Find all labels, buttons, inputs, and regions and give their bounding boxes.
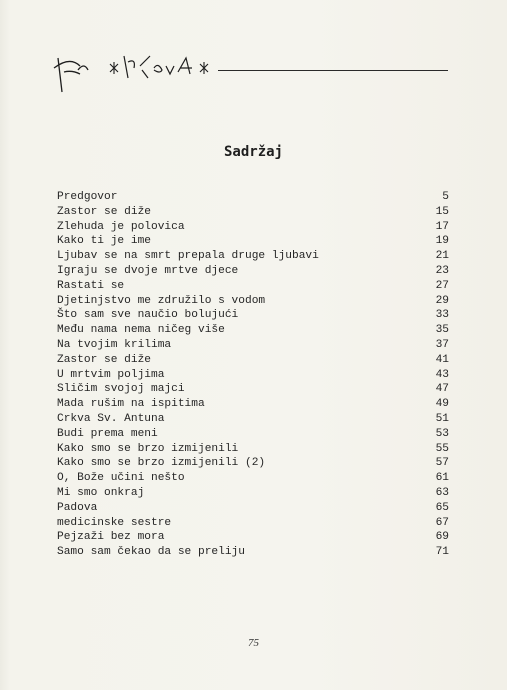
- toc-list: [57, 190, 449, 560]
- toc-entry: [57, 308, 449, 323]
- toc-entry: [57, 338, 449, 353]
- toc-entry-page: 43: [435, 368, 449, 381]
- toc-entry-title: Samo sam čekao da se preliju: [57, 546, 245, 559]
- toc-entry: [57, 486, 449, 501]
- toc-entry-title: Mada rušim na ispitima: [57, 398, 205, 411]
- toc-entry-title: Među nama nema ničeg više: [57, 324, 225, 337]
- toc-entry: [57, 471, 449, 486]
- toc-entry-page: 53: [435, 427, 449, 440]
- toc-entry: [57, 456, 449, 471]
- toc-entry: [57, 412, 449, 427]
- toc-entry: [57, 264, 449, 279]
- toc-entry-title: Zlehuda je polovica: [57, 220, 185, 233]
- toc-entry: [57, 205, 449, 220]
- handwritten-signature: [50, 48, 220, 98]
- toc-entry-page: 35: [435, 324, 449, 337]
- toc-entry-title: Djetinjstvo me združilo s vodom: [57, 294, 266, 307]
- toc-entry-title: Zastor se diže: [57, 205, 151, 218]
- toc-entry-title: Rastati se: [57, 279, 125, 292]
- toc-entry: [57, 427, 449, 442]
- toc-entry-page: 49: [435, 398, 449, 411]
- toc-entry-title: medicinske sestre: [57, 516, 172, 529]
- toc-entry-title: Na tvojim krilima: [57, 338, 172, 351]
- toc-entry: [57, 220, 449, 235]
- toc-entry-page: 23: [435, 264, 449, 277]
- toc-entry-page: 19: [435, 235, 449, 248]
- toc-entry: [57, 234, 449, 249]
- toc-entry-title: Sličim svojoj majci: [57, 383, 185, 396]
- toc-entry-title: Zastor se diže: [57, 353, 151, 366]
- toc-entry: [57, 442, 449, 457]
- toc-entry-title: Kako ti je ime: [57, 235, 151, 248]
- toc-entry-page: 57: [435, 457, 449, 470]
- toc-entry-title: Padova: [57, 501, 98, 514]
- toc-entry-page: 17: [435, 220, 449, 233]
- toc-entry-page: 21: [435, 250, 449, 263]
- toc-entry-page: 69: [435, 531, 449, 544]
- toc-entry-page: 15: [435, 205, 449, 218]
- toc-entry-title: Što sam sve naučio bolujući: [57, 309, 239, 322]
- toc-entry-title: Crkva Sv. Antuna: [57, 412, 165, 425]
- toc-entry: [57, 545, 449, 560]
- page-number: 75: [248, 637, 259, 649]
- toc-entry: [57, 516, 449, 531]
- signature-line: [218, 70, 448, 71]
- toc-entry-page: 33: [435, 309, 449, 322]
- toc-entry: [57, 294, 449, 309]
- toc-entry-title: O, Bože učini nešto: [57, 472, 185, 485]
- toc-entry-page: 47: [435, 383, 449, 396]
- toc-entry: [57, 530, 449, 545]
- toc-entry-title: Budi prema meni: [57, 427, 158, 440]
- toc-entry-page: 51: [435, 412, 449, 425]
- toc-entry-title: Ljubav se na smrt prepala druge ljubavi: [57, 250, 319, 263]
- toc-entry-page: 5: [442, 191, 449, 203]
- toc-entry: [57, 190, 449, 205]
- toc-entry-page: 27: [435, 279, 449, 292]
- toc-entry: [57, 382, 449, 397]
- toc-entry-title: Mi smo onkraj: [57, 486, 145, 499]
- toc-entry-page: 41: [435, 353, 449, 366]
- toc-entry-page: 67: [435, 516, 449, 529]
- toc-entry-title: Igraju se dvoje mrtve djece: [57, 264, 239, 277]
- toc-entry-page: 37: [435, 338, 449, 351]
- toc-entry-page: 29: [435, 294, 449, 307]
- toc-entry-title: U mrtvim poljima: [57, 368, 165, 381]
- toc-entry: [57, 279, 449, 294]
- toc-entry-title: Kako smo se brzo izmijenili (2): [57, 457, 266, 470]
- toc-entry-page: 55: [435, 442, 449, 455]
- toc-entry-page: 71: [435, 546, 449, 559]
- toc-entry-page: 63: [435, 486, 449, 499]
- toc-entry: [57, 397, 449, 412]
- toc-entry-title: Kako smo se brzo izmijenili: [57, 442, 239, 455]
- toc-entry: [57, 323, 449, 338]
- toc-entry: [57, 249, 449, 264]
- toc-entry: [57, 501, 449, 516]
- toc-entry-page: 65: [435, 501, 449, 514]
- toc-entry: [57, 353, 449, 368]
- toc-entry-page: 61: [435, 472, 449, 485]
- toc-entry-title: Predgovor: [57, 191, 118, 203]
- toc-entry: [57, 368, 449, 383]
- toc-heading: Sadržaj: [223, 144, 283, 160]
- toc-entry-title: Pejzaži bez mora: [57, 531, 165, 544]
